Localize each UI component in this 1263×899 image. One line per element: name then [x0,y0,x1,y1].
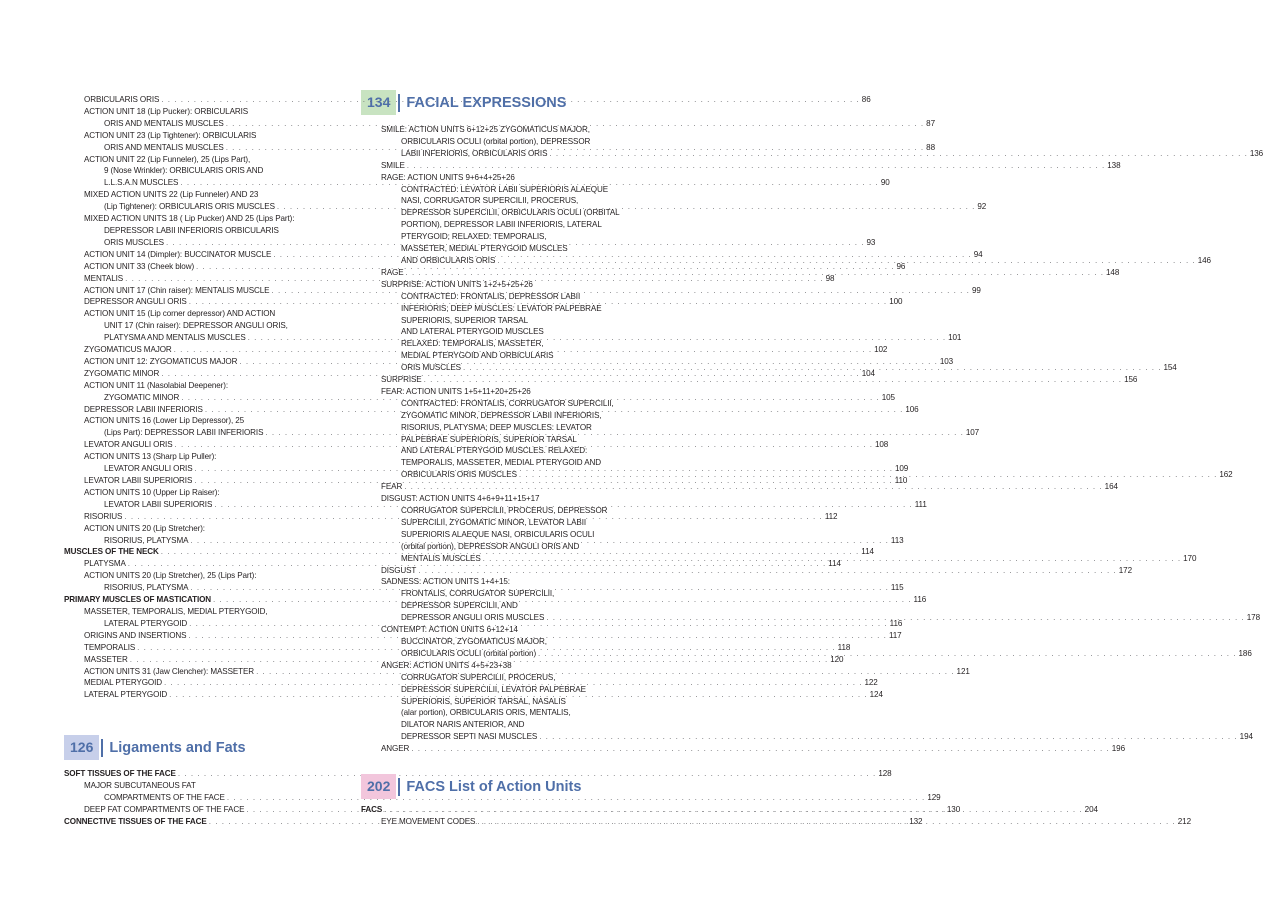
dot-leader [477,817,1175,826]
page-number: 115 [890,583,904,593]
toc-entry-text: LATERAL PTERYGOID [104,618,188,628]
toc-entry-text: MIXED ACTION UNITS 22 (Lip Funneler) AND 23 [84,190,259,200]
page-number: 138 [1107,160,1121,170]
toc-entry-text: DEPRESSOR ANGULI ORIS MUSCLES [401,613,545,623]
page-number: 114 [828,559,841,569]
toc-entry-text: 9 (Nose Wrinkler): ORBICULARIS ORIS AND [104,166,264,176]
page-number: 113 [890,535,904,545]
toc-entry-text: ACTION UNITS 10 (Upper Lip Raiser): [84,487,220,497]
page-number: 116 [889,618,903,628]
toc-entry-text: PLATYSMA AND MENTALIS MUSCLES [104,333,246,343]
toc-entry-text: ACTION UNIT 23 (Lip Tightener): ORBICULARIS [84,130,257,140]
toc-entry-text: CORRUGATOR SUPERCILII, PROCERUS, DEPRESSOR [401,506,608,515]
page-number: 87 [926,118,935,128]
toc-entry-text: EYE MOVEMENT CODES [381,816,476,826]
page-number: 102 [874,345,888,355]
toc-entry-text: (Lip Tightener): ORBICULARIS ORIS MUSCLES [104,202,275,212]
toc-entry-text: PRIMARY MUSCLES OF MASTICATION [64,595,212,605]
toc-entry[interactable] [64,768,892,780]
toc-entry-text: LATERAL PTERYGOID [84,690,168,700]
dot-leader [404,482,1102,491]
toc-entry-text: CONTRACTED: FRONTALIS, DEPRESSOR LABII [401,291,581,301]
dot-leader [497,256,1195,265]
toc-entry-text: (alar portion), ORBICULARIS ORIS, MENTALIS, [401,708,571,718]
toc-entry-text: MEDIAL PTERYGOID AND ORBICULARIS [401,351,554,361]
page-number: 88 [926,142,935,152]
toc-entry-text: ZYGOMATICUS MAJOR [84,345,172,355]
toc-entry-text: LEVATOR LABII SUPERIORIS [104,499,213,509]
page-number: 90 [880,178,890,188]
toc-entry-text: AND LATERAL PTERYGOID MUSCLES. RELAXED: [401,446,588,456]
toc-entry-text: MUSCLES OF THE NECK [64,547,159,557]
toc-entry-text: SOFT TISSUES OF THE FACE [64,769,176,778]
toc-entry-text: PLATYSMA [84,559,126,569]
toc-entry-text: ACTION UNIT 12: ZYGOMATICUS MAJOR [84,356,238,366]
dot-leader [463,363,1161,372]
dot-leader [546,613,1244,622]
dot-leader [539,732,1237,741]
toc-entry-text: ANGER: ACTION UNITS 4+5+23+38 [381,660,512,670]
chapter-title: Ligaments and Fats [109,739,246,756]
page-number: 132 [909,816,923,826]
toc-entry-text: DISGUST: ACTION UNITS 4+6+9+11+15+17 [381,494,540,504]
dot-leader [407,161,1105,170]
toc-entry-text: DEPRESSOR SUPERCILII, AND [401,601,518,611]
page-number: 111 [914,499,927,509]
dot-leader [418,566,1116,575]
page-number: 117 [888,630,902,640]
toc-entry-text: L.L.S.A.N MUSCLES [104,178,179,188]
toc-entry-text: MEDIAL PTERYGOID [84,678,163,688]
toc-entry-text: SMILE: ACTION UNITS 6+12+25 ZYGOMATICUS MAJOR, [381,125,590,134]
dot-leader [161,95,859,104]
toc-entry-text: ORBICULARIS ORIS MUSCLES [401,470,517,480]
page-number: 99 [971,285,981,295]
toc-entry-text: LEVATOR ANGULI ORIS [104,464,193,474]
toc-entry-text: SURPRISE: ACTION UNITS 1+2+5+25+26 [381,279,533,289]
toc-entry-text: RELAXED: TEMPORALIS, MASSETER, [401,339,544,349]
toc-entry-text: ZYGOMATIC MINOR [104,392,180,402]
page-number: 129 [927,792,941,802]
toc-entry-text: AND LATERAL PTERYGOID MUSCLES [401,327,544,337]
toc-entry-text: CONTRACTED: LEVATOR LABII SUPERIORIS ALAEQUE [401,184,608,194]
chapter-heading-ligaments-and-fats [64,735,246,760]
page-number: 110 [894,476,908,485]
toc-entry-text: DEPRESSOR SEPTI NASI MUSCLES [401,732,538,742]
toc-entry-text: ZYGOMATIC MINOR, DEPRESSOR LABII INFERIORIS, [401,410,602,420]
chapter-number: 202 [361,774,396,799]
toc-entry-text: ACTION UNIT 11 (Nasolabial Deepener): [84,380,228,390]
page-number: 162 [1219,470,1233,480]
page-number: 109 [895,464,909,474]
toc-entry-text: RISORIUS, PLATYSMA [104,535,189,545]
toc-entry-text: DISGUST [381,565,417,575]
chapter-divider [398,778,400,796]
toc-entry-text: ORBICULARIS OCULI (orbital portion) [401,648,537,658]
page-number: 118 [837,642,851,652]
page-number: 98 [825,273,835,283]
toc-entry-text: BUCCINATOR, ZYGOMATICUS MAJOR, [401,636,547,646]
toc-entry-text: CORRUGATOR SUPERCILII, PROCERUS, [401,672,556,682]
page-number: 212 [1177,816,1191,826]
toc-entry-text: DEPRESSOR SUPERCILII, ORBICULARIS OCULI (ORBITAL [401,208,620,218]
toc-entry-text: PTERYGOID; RELAXED: TEMPORALIS, [401,232,547,242]
toc-entry[interactable] [361,565,1132,577]
toc-entry-text: SUPERIORIS, SUPERIOR TARSAL [401,315,528,325]
toc-entry-text: ORBICULARIS ORIS [84,95,160,104]
toc-entry-text: RAGE [381,267,404,277]
toc-entry[interactable] [361,481,1118,493]
page-number: 92 [977,202,987,212]
toc-entry-text: ACTION UNIT 17 (Chin raiser): MENTALIS MUSCLE [84,285,270,295]
page-number: 136 [1249,148,1263,158]
toc-entry[interactable] [361,743,1125,755]
toc-entry-text: SMILE [381,160,405,170]
page-number: 104 [861,368,875,378]
page-number: 148 [1106,267,1120,277]
toc-entry-text: DEEP FAT COMPARTMENTS OF THE FACE [84,804,245,814]
toc-entry-text: DEPRESSOR SUPERCILII, LEVATOR PALPEBRAE [401,684,586,694]
toc-entry-text: FRONTALIS, CORRUGATOR SUPERCILII, [401,589,555,599]
toc-entry-text: ACTION UNIT 15 (Lip corner depressor) AND ACTION [84,309,276,319]
chapter-number: 134 [361,90,396,115]
toc-entry-text: ORBICULARIS OCULI (orbital portion), DEPRESSOR [401,136,591,146]
toc-entry-text: ACTION UNIT 22 (Lip Funneler), 25 (Lips Part), [84,154,251,164]
toc-entry-text: (orbital portion), DEPRESSOR ANGULI ORIS AND [401,541,580,551]
toc-entry-text: ACTION UNIT 14 (Dimpler): BUCCINATOR MUSCLE [84,249,272,259]
toc-entry-text: PALPEBRAE SUPERIORIS, SUPERIOR TARSAL [401,434,577,444]
toc-entry-text: DEPRESSOR LABII INFERIORIS [84,404,203,414]
page-number: 156 [1124,375,1138,385]
toc-entry-text: ACTION UNITS 20 (Lip Stretcher): [84,523,205,533]
toc-entry-text: SUPERIORIS ALAEQUE NASI, ORBICULARIS OCULI [401,529,595,539]
page-number: 93 [866,237,876,247]
toc-entry-text: MASSETER [84,654,128,664]
toc-entry-text: AND ORBICULARIS ORIS [401,255,496,265]
toc-entry-text: DEPRESSOR LABII INFERIORIS ORBICULARIS [104,225,279,235]
page-number: 186 [1238,648,1252,658]
page-number: 103 [939,356,954,366]
toc-entry-text: MIXED ACTION UNITS 18 ( Lip Pucker) AND 25 (Lips Part): [84,214,295,224]
page-number: 128 [878,769,892,778]
toc-entry-text: LEVATOR ANGULI ORIS [84,440,173,450]
toc-entry-text: MENTALIS MUSCLES [401,553,481,563]
page-number: 86 [861,95,871,104]
toc-entry-text: SUPERIORIS, SUPERIOR TARSAL, NASALIS [401,696,566,706]
toc-entry-text: DILATOR NARIS ANTERIOR, AND [401,720,525,730]
chapter-divider [101,739,103,757]
chapter-heading-facs [361,774,581,799]
toc-entry-text: PORTION), DEPRESSOR LABII INFERIORIS, LATERAL [401,220,602,230]
page-number: 164 [1104,482,1118,492]
page-number: 130 [946,804,961,814]
page-number: 122 [864,678,878,688]
toc-entry-text: ACTION UNITS 31 (Jaw Clencher): MASSETER [84,666,255,676]
page-number: 146 [1197,255,1211,265]
page-number: 108 [875,440,889,450]
page-number: 178 [1246,613,1260,623]
page-number: 100 [889,297,903,307]
page-number: 94 [973,249,983,259]
toc-entry-text: ORIGINS AND INSERTIONS [84,630,187,640]
page-number: 196 [1111,744,1125,754]
toc-entry-text: CONNECTIVE TISSUES OF THE FACE [64,816,207,826]
toc-entry-text: ANGER [381,744,410,754]
page-number: 120 [830,654,844,664]
toc-entry-text: ACTION UNIT 33 (Cheek blow) [84,261,195,271]
chapter-title: FACIAL EXPRESSIONS [406,94,567,111]
toc-entry-text: CONTRACTED: FRONTALIS, CORRUGATOR SUPERCILII, [401,398,614,408]
toc-entry-text: INFERIORIS; DEEP MUSCLES: LEVATOR PALPEBRAE [401,303,602,313]
page-number: 105 [881,392,895,402]
toc-entry-text: MENTALIS [84,273,124,283]
toc-entry-text: RISORIUS, PLATYSMA; DEEP MUSCLES: LEVATOR [401,422,592,432]
toc-entry-text: ORIS AND MENTALIS MUSCLES [104,118,224,128]
toc-entry-text: LABII INFERIORIS, ORBICULARIS ORIS [401,148,548,158]
toc-entry-text: (Lips Part): DEPRESSOR LABII INFERIORIS [104,428,264,438]
toc-entry-text: DEPRESSOR ANGULI ORIS [84,297,187,307]
toc-entry-text: SURPRISE [381,375,422,385]
page-number: 116 [913,595,927,605]
toc-entry-text: ACTION UNIT 18 (Lip Pucker): ORBICULARIS [84,106,249,116]
toc-entry-text: ZYGOMATIC MINOR [84,368,160,378]
toc-entry-text: TEMPORALIS, MASSETER, MEDIAL PTERYGOID AND [401,458,601,468]
toc-entry-text: ORIS AND MENTALIS MUSCLES [104,142,224,152]
page-number: 121 [956,666,970,676]
page-number: 114 [861,547,874,557]
page-number: 96 [896,261,906,271]
dot-leader [424,375,1122,384]
dot-leader [519,470,1217,479]
dot-leader [411,744,1109,753]
page-number: 106 [905,404,919,414]
toc-entry[interactable] [361,160,1121,172]
toc-entry-text: SADNESS: ACTION UNITS 1+4+15: [381,577,510,587]
toc-entry-text: ORIS MUSCLES [104,237,164,247]
chapter-title: FACS List of Action Units [406,778,582,795]
toc-entry-text: RISORIUS [84,511,123,521]
page-number: 124 [869,690,883,700]
dot-leader [549,149,1247,158]
toc-entry-text: ORIS MUSCLES [401,363,461,373]
toc-entry-text: RAGE: ACTION UNITS 9+6+4+25+26 [381,172,515,182]
toc-entry-text: MASSETER, TEMPORALIS, MEDIAL PTERYGOID, [84,606,268,616]
toc-entry-text: ACTION UNITS 16 (Lower Lip Depressor), 25 [84,416,245,426]
toc-entry-text: COMPARTMENTS OF THE FACE [104,792,225,802]
page-number: 112 [824,511,838,521]
dot-leader [538,649,1236,658]
toc-entry-text: UNIT 17 (Chin raiser): DEPRESSOR ANGULI ORIS, [104,321,288,331]
toc-entry-text: TEMPORALIS [84,642,136,652]
toc-entry-text: FEAR [381,482,403,492]
dot-leader [483,554,1181,563]
toc-entry-text: MAJOR SUBCUTANEOUS FAT [84,780,196,790]
toc-entry[interactable] [361,374,1138,386]
toc-entry-text: ACTION UNITS 20 (Lip Stretcher), 25 (Lips Part): [84,571,257,581]
toc-entry-text: LEVATOR LABII SUPERIORIS [84,476,193,485]
toc-entry-text: ACTION UNITS 13 (Sharp Lip Puller): [84,452,217,462]
toc-entry-text: FACS [361,805,383,814]
toc-entry-text: NASI, CORRUGATOR SUPERCILII, PROCERUS, [401,196,579,206]
page-number: 172 [1118,565,1132,575]
page-number: 204 [1084,805,1098,814]
toc-entry-text: FEAR: ACTION UNITS 1+5+11+20+25+26 [381,386,531,396]
page-number: 101 [948,333,962,343]
toc-entry-text: MASSETER, MEDIAL PTERYGOID MUSCLES [401,244,568,254]
chapter-number: 126 [64,735,99,760]
dot-leader [384,805,1082,814]
dot-leader [406,268,1104,277]
page-number: 194 [1239,732,1253,742]
page-number: 170 [1183,553,1197,563]
page-number: 154 [1163,363,1177,373]
toc-entry-text: CONTEMPT: ACTION UNITS 6+12+14 [381,625,518,635]
toc-entry-text: RISORIUS, PLATYSMA [104,583,189,593]
page-number: 107 [965,428,980,438]
toc-entry-text: SUPERCILII, ZYGOMATIC MINOR, LEVATOR LABII [401,517,586,527]
